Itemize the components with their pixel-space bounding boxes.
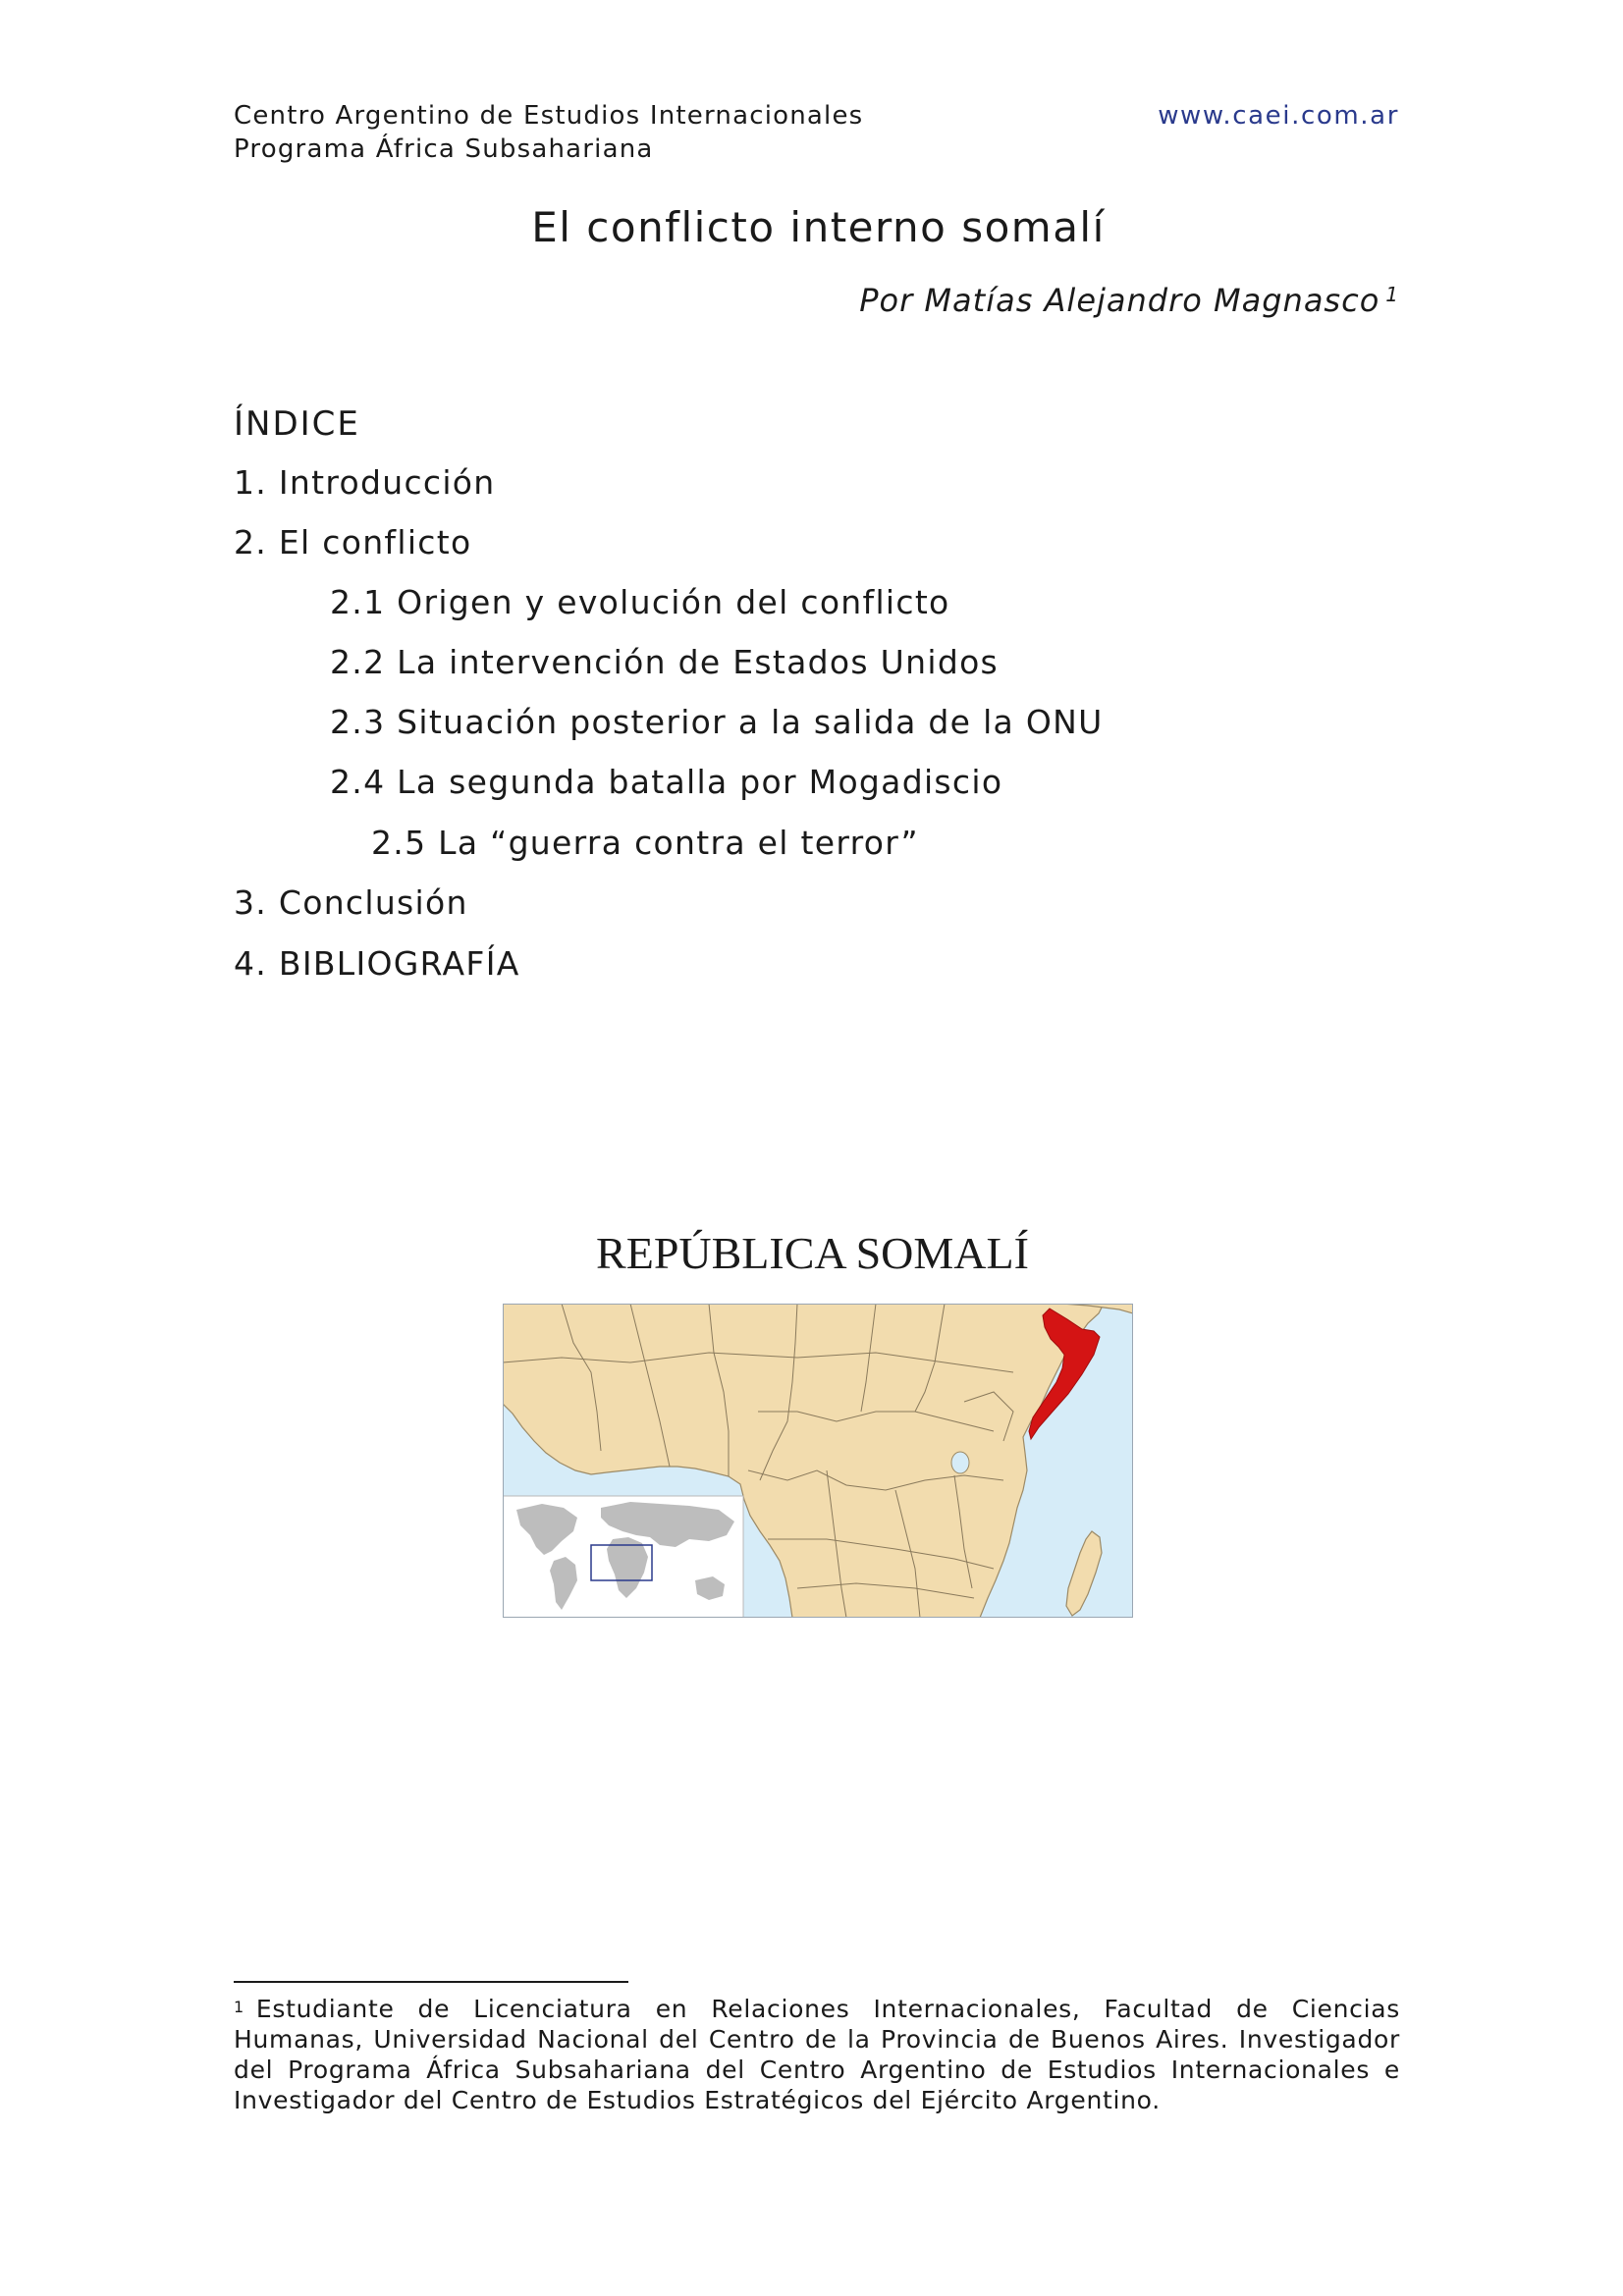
footnote-number: 1 bbox=[234, 1998, 244, 2016]
map-world-inset bbox=[503, 1496, 743, 1618]
document-title: El conflicto interno somalí bbox=[531, 203, 1106, 251]
toc-item-el-conflicto[interactable]: 2. El conflicto bbox=[234, 523, 472, 561]
header-organization bbox=[234, 99, 863, 166]
map-title: REPÚBLICA SOMALÍ bbox=[596, 1228, 1029, 1278]
header-website-link[interactable]: www.caei.com.ar bbox=[1158, 101, 1399, 131]
author-line bbox=[859, 280, 1399, 321]
author-name: Por Matías Alejandro Magnasco bbox=[859, 282, 1380, 319]
toc-item-intervencion[interactable]: 2.2 La intervención de Estados Unidos bbox=[330, 643, 1000, 681]
toc-item-segunda-batalla[interactable]: 2.4 La segunda batalla por Mogadiscio bbox=[330, 763, 1003, 801]
header-org-name: Centro Argentino de Estudios Internacionales bbox=[234, 101, 864, 131]
toc-item-situacion-posterior[interactable]: 2.3 Situación posterior a la salida de la ONU bbox=[330, 703, 1104, 741]
footnote-separator bbox=[234, 1981, 628, 1983]
map-lake bbox=[951, 1452, 969, 1473]
toc-item-guerra-terror[interactable]: 2.5 La “guerra contra el terror” bbox=[371, 824, 919, 862]
somalia-locator-map bbox=[503, 1304, 1133, 1618]
toc-item-conclusion[interactable]: 3. Conclusión bbox=[234, 883, 468, 922]
toc-item-origen[interactable]: 2.1 Origen y evolución del conflicto bbox=[330, 583, 950, 621]
author-footnote-ref[interactable]: 1 bbox=[1385, 283, 1399, 306]
footnote-text: Estudiante de Licenciatura en Relaciones Internacionales, Facultad de Ciencias Humanas, Universidad Nacional del Centro de la Provincia de Buenos Aires. Investigador del Programa África Subsahariana del Centro Argentino de Estudios Internacionales e Investigador del Centro de Estudios Estratégicos del Ejército Argentino. bbox=[234, 1995, 1400, 2114]
toc-item-bibliografia[interactable]: 4. BIBLIOGRAFÍA bbox=[234, 944, 520, 983]
toc-heading: ÍNDICE bbox=[234, 404, 360, 444]
toc-item-introduccion[interactable]: 1. Introducción bbox=[234, 463, 496, 502]
footnote bbox=[234, 1994, 1400, 2115]
header-program-name: Programa África Subsahariana bbox=[234, 134, 654, 164]
